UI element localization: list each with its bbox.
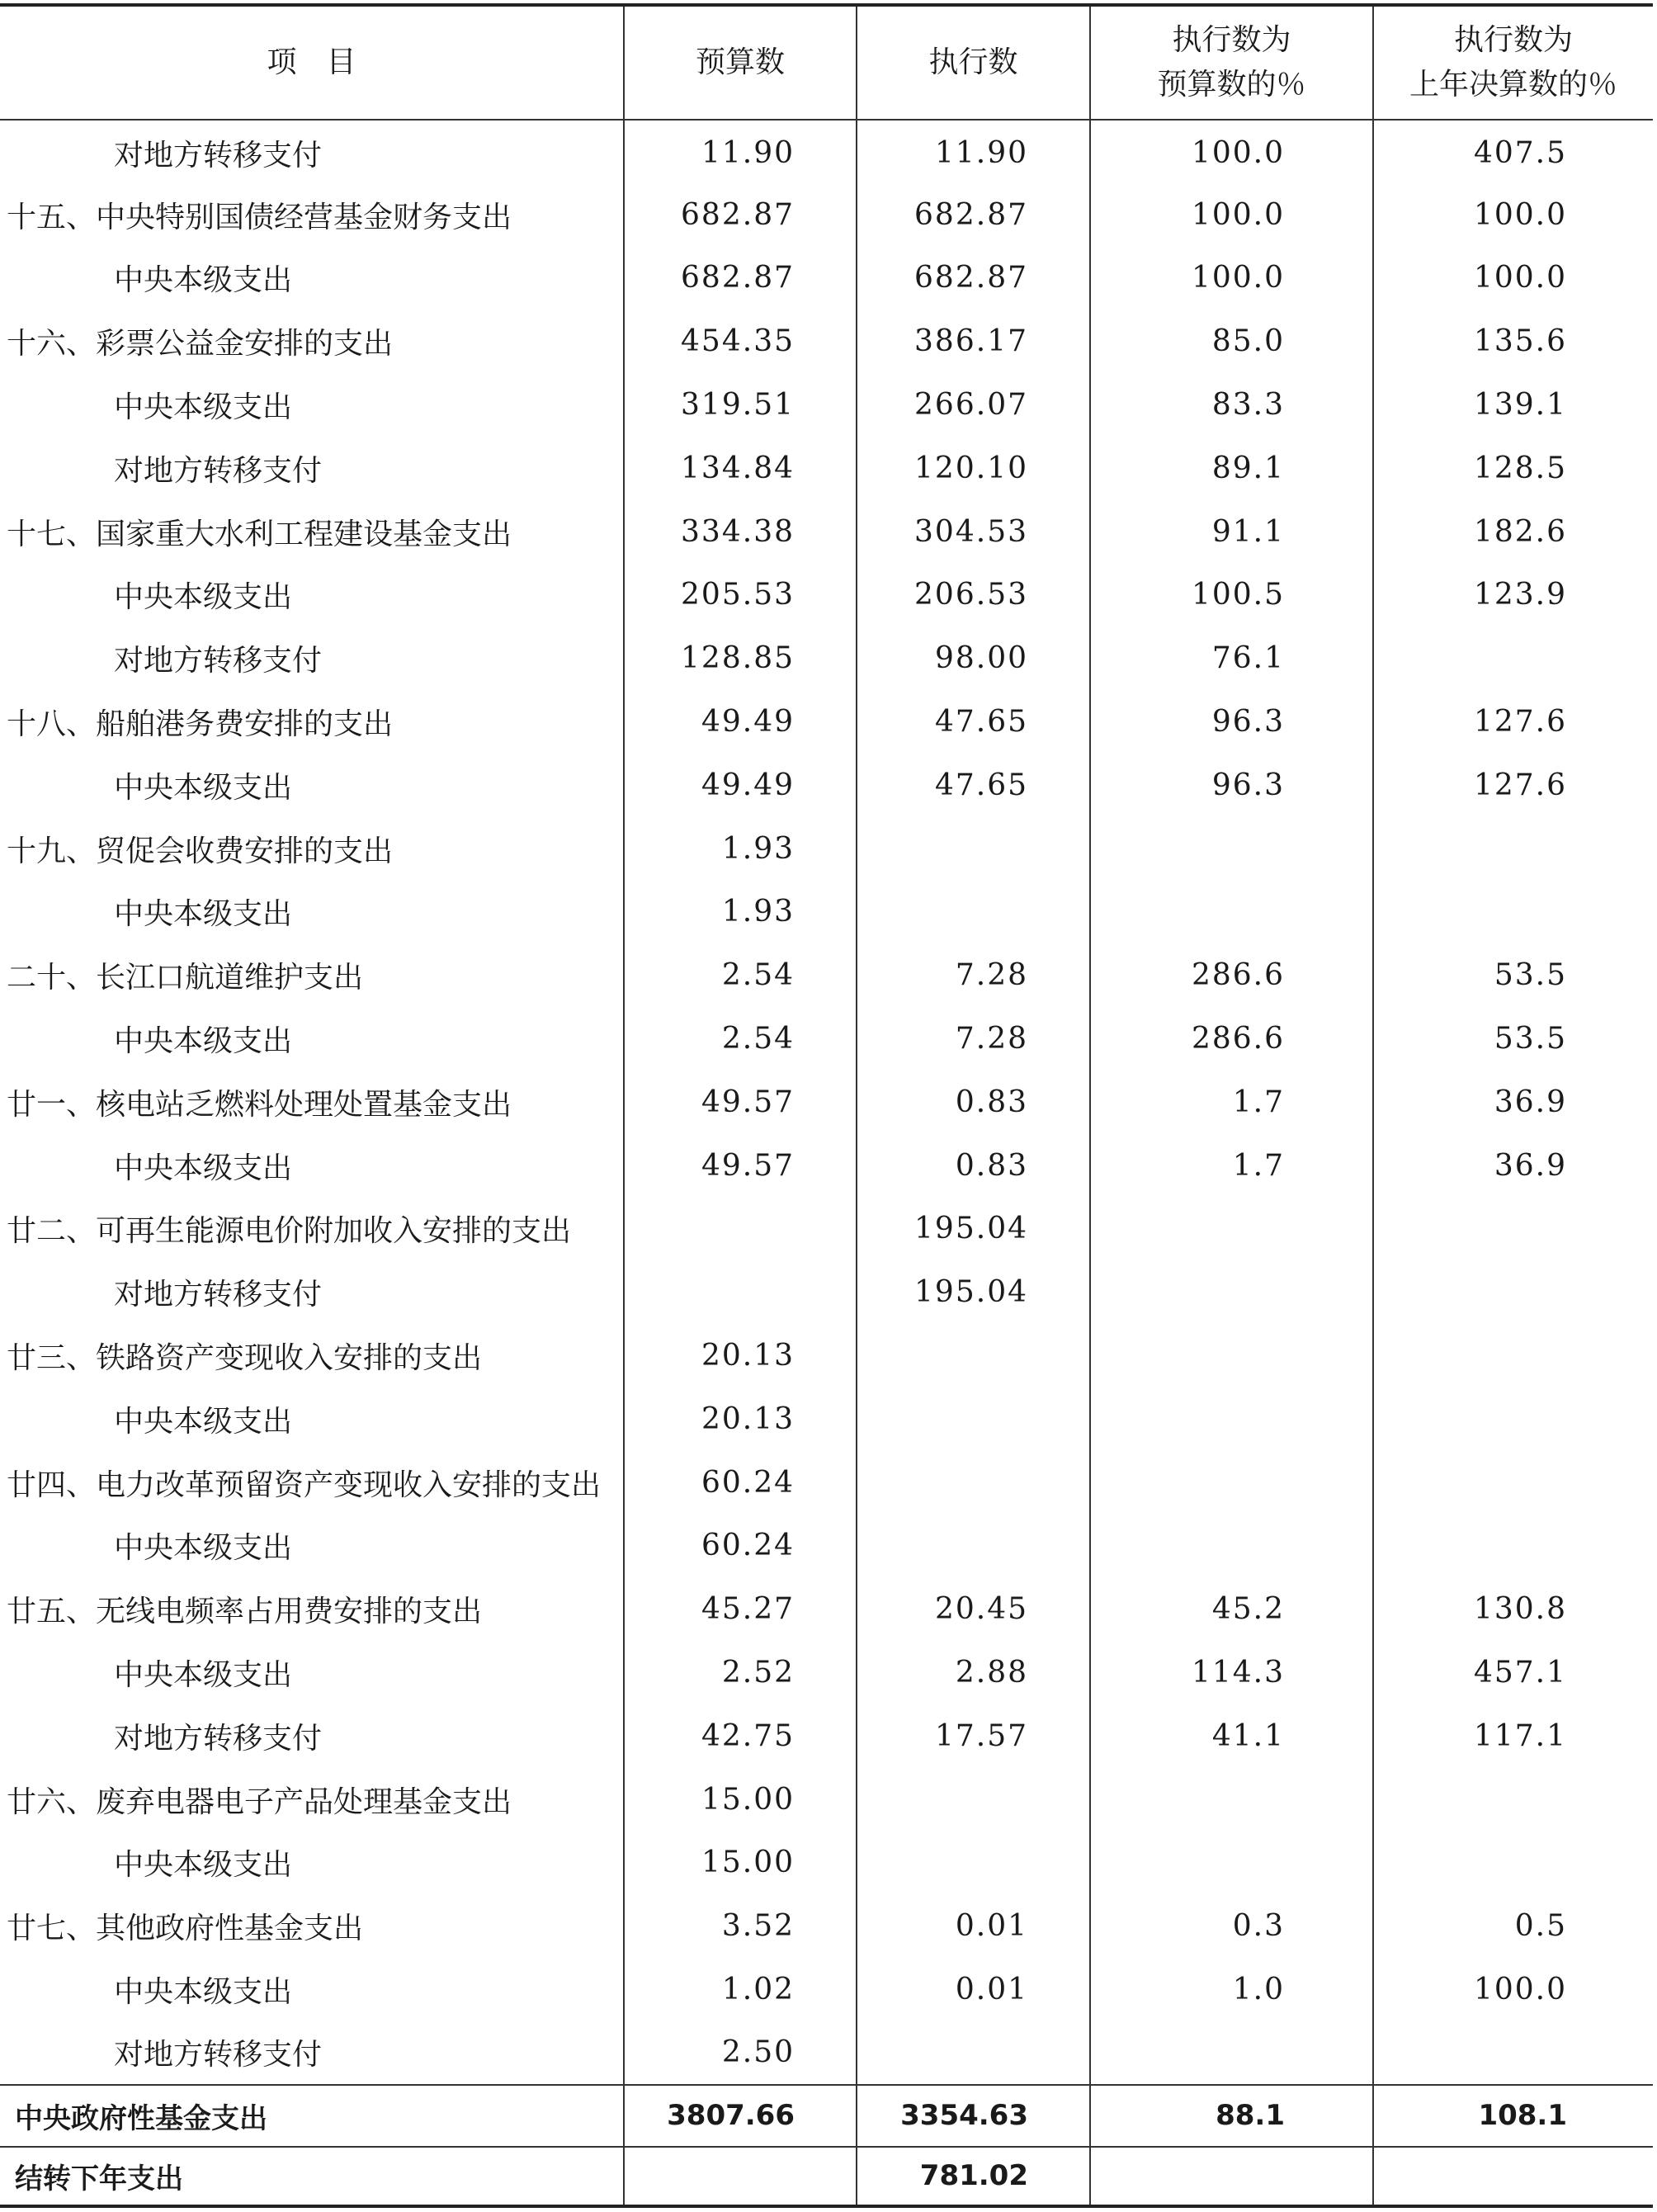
row-sublabel: 对地方转移支付	[114, 453, 323, 488]
table-row	[0, 626, 1653, 690]
row-label: 廿六、废弃电器电子产品处理基金支出	[7, 1784, 512, 1819]
table-header	[0, 5, 1653, 120]
carry-pct-budget	[1090, 2147, 1373, 2206]
row-sublabel: 中央本级支出	[114, 770, 293, 805]
cell-actual	[857, 1387, 1090, 1451]
row-label: 二十、长江口航道维护支出	[7, 961, 364, 995]
table-row	[0, 1704, 1653, 1768]
cell-budget	[624, 1260, 857, 1324]
cell-budget: 3.52	[624, 1894, 857, 1958]
cell-pct-prev: 36.9	[1373, 1071, 1653, 1134]
table-row	[0, 1832, 1653, 1895]
cell-pct-prev: 457.1	[1373, 1641, 1653, 1704]
cell-actual: 195.04	[857, 1198, 1090, 1261]
cell-actual	[857, 1515, 1090, 1578]
table-row	[0, 120, 1653, 183]
cell-pct-budget: 83.3	[1090, 373, 1373, 437]
cell-pct-prev: 135.6	[1373, 310, 1653, 373]
cell-budget: 2.54	[624, 943, 857, 1007]
cell-pct-prev: 117.1	[1373, 1704, 1653, 1768]
row-label: 廿五、无线电频率占用费安排的支出	[7, 1595, 483, 1629]
cell-pct-budget: 91.1	[1090, 500, 1373, 564]
header-budget: 预算数	[624, 5, 857, 120]
cell-actual	[857, 2021, 1090, 2085]
table-row	[0, 1958, 1653, 2021]
table-row	[0, 2021, 1653, 2085]
cell-budget: 60.24	[624, 1451, 857, 1515]
cell-actual: 98.00	[857, 626, 1090, 690]
cell-pct-prev	[1373, 881, 1653, 944]
cell-actual: 206.53	[857, 564, 1090, 627]
cell-pct-prev: 407.5	[1373, 120, 1653, 183]
cell-budget: 682.87	[624, 183, 857, 247]
row-label: 廿七、其他政府性基金支出	[7, 1912, 364, 1946]
cell-pct-budget	[1090, 1260, 1373, 1324]
cell-pct-budget	[1090, 2021, 1373, 2085]
cell-actual: 195.04	[857, 1260, 1090, 1324]
cell-budget: 2.50	[624, 2021, 857, 2085]
table-row	[0, 1577, 1653, 1641]
cell-actual: 0.83	[857, 1134, 1090, 1198]
cell-budget: 60.24	[624, 1515, 857, 1578]
row-sublabel: 中央本级支出	[114, 580, 293, 615]
table-row	[0, 1324, 1653, 1387]
cell-pct-prev: 53.5	[1373, 943, 1653, 1007]
cell-budget: 2.52	[624, 1641, 857, 1704]
cell-pct-budget: 286.6	[1090, 1007, 1373, 1071]
cell-actual	[857, 817, 1090, 881]
carry-pct-prev	[1373, 2147, 1653, 2206]
header-item: 项 目	[0, 5, 624, 120]
cell-budget: 319.51	[624, 373, 857, 437]
total-label: 中央政府性基金支出	[0, 2085, 624, 2147]
row-sublabel: 中央本级支出	[114, 263, 293, 298]
cell-budget: 1.93	[624, 881, 857, 944]
table-row	[0, 183, 1653, 247]
table-row	[0, 500, 1653, 564]
cell-budget: 49.57	[624, 1134, 857, 1198]
cell-actual: 0.83	[857, 1071, 1090, 1134]
cell-budget: 49.49	[624, 690, 857, 754]
table-row	[0, 1768, 1653, 1832]
table-row	[0, 690, 1653, 754]
cell-budget	[624, 1198, 857, 1261]
table-row	[0, 1387, 1653, 1451]
cell-pct-budget: 96.3	[1090, 690, 1373, 754]
cell-budget: 11.90	[624, 120, 857, 183]
row-sublabel: 对地方转移支付	[114, 644, 323, 678]
cell-actual: 304.53	[857, 500, 1090, 564]
row-label: 廿一、核电站乏燃料处理处置基金支出	[7, 1087, 512, 1122]
cell-budget: 1.02	[624, 1958, 857, 2021]
header-pct-prev-line2: 上年决算数的％	[1409, 68, 1617, 102]
cell-actual: 47.65	[857, 690, 1090, 754]
cell-budget: 49.57	[624, 1071, 857, 1134]
cell-pct-prev: 139.1	[1373, 373, 1653, 437]
cell-pct-budget	[1090, 1768, 1373, 1832]
cell-pct-budget	[1090, 817, 1373, 881]
cell-pct-prev: 0.5	[1373, 1894, 1653, 1958]
cell-budget: 134.84	[624, 437, 857, 500]
cell-actual: 386.17	[857, 310, 1090, 373]
row-sublabel: 中央本级支出	[114, 1975, 293, 2009]
table-row	[0, 373, 1653, 437]
cell-pct-prev	[1373, 626, 1653, 690]
row-label: 廿二、可再生能源电价附加收入安排的支出	[7, 1214, 572, 1249]
table-body	[0, 120, 1653, 2206]
row-sublabel: 对地方转移支付	[114, 2038, 323, 2073]
cell-pct-budget: 0.3	[1090, 1894, 1373, 1958]
cell-pct-prev	[1373, 1260, 1653, 1324]
row-label: 十六、彩票公益金安排的支出	[7, 327, 394, 362]
row-sublabel: 对地方转移支付	[114, 139, 323, 173]
row-sublabel: 中央本级支出	[114, 897, 293, 932]
cell-pct-prev	[1373, 1324, 1653, 1387]
cell-budget: 334.38	[624, 500, 857, 564]
cell-actual	[857, 1324, 1090, 1387]
total-pct-prev: 108.1	[1373, 2085, 1653, 2147]
row-sublabel: 对地方转移支付	[114, 1721, 323, 1756]
table-row	[0, 1451, 1653, 1515]
cell-pct-prev	[1373, 2021, 1653, 2085]
table-row	[0, 754, 1653, 817]
total-actual: 3354.63	[857, 2085, 1090, 2147]
table-row	[0, 1198, 1653, 1261]
cell-actual: 266.07	[857, 373, 1090, 437]
cell-budget: 20.13	[624, 1324, 857, 1387]
row-sublabel: 中央本级支出	[114, 390, 293, 425]
cell-pct-prev	[1373, 1198, 1653, 1261]
table-row	[0, 247, 1653, 310]
table-row	[0, 817, 1653, 881]
row-sublabel: 对地方转移支付	[114, 1278, 323, 1312]
table-row	[0, 564, 1653, 627]
cell-budget: 45.27	[624, 1577, 857, 1641]
cell-pct-prev: 100.0	[1373, 183, 1653, 247]
cell-pct-budget	[1090, 1451, 1373, 1515]
cell-actual: 47.65	[857, 754, 1090, 817]
cell-pct-budget: 45.2	[1090, 1577, 1373, 1641]
cell-pct-budget: 41.1	[1090, 1704, 1373, 1768]
cell-actual: 7.28	[857, 943, 1090, 1007]
table-row	[0, 943, 1653, 1007]
cell-pct-budget: 76.1	[1090, 626, 1373, 690]
row-label: 十九、贸促会收费安排的支出	[7, 834, 394, 868]
cell-actual	[857, 1768, 1090, 1832]
cell-pct-prev: 127.6	[1373, 754, 1653, 817]
cell-pct-prev	[1373, 1832, 1653, 1895]
header-actual: 执行数	[857, 5, 1090, 120]
cell-pct-budget: 100.0	[1090, 120, 1373, 183]
cell-pct-budget: 89.1	[1090, 437, 1373, 500]
cell-budget: 42.75	[624, 1704, 857, 1768]
cell-budget: 1.93	[624, 817, 857, 881]
cell-pct-budget	[1090, 1515, 1373, 1578]
cell-pct-prev: 128.5	[1373, 437, 1653, 500]
row-label: 廿三、铁路资产变现收入安排的支出	[7, 1341, 483, 1376]
cell-budget: 682.87	[624, 247, 857, 310]
table-row	[0, 1894, 1653, 1958]
cell-actual: 2.88	[857, 1641, 1090, 1704]
cell-budget: 454.35	[624, 310, 857, 373]
cell-pct-budget: 1.0	[1090, 1958, 1373, 2021]
cell-budget: 128.85	[624, 626, 857, 690]
cell-actual: 120.10	[857, 437, 1090, 500]
cell-actual	[857, 881, 1090, 944]
total-pct-budget: 88.1	[1090, 2085, 1373, 2147]
header-pct-budget-line1: 执行数为	[1172, 23, 1291, 57]
total-row	[0, 2085, 1653, 2147]
row-sublabel: 中央本级支出	[114, 1404, 293, 1439]
cell-pct-prev	[1373, 817, 1653, 881]
row-label: 十五、中央特别国债经营基金财务支出	[7, 200, 512, 234]
table-row	[0, 310, 1653, 373]
cell-pct-budget	[1090, 1387, 1373, 1451]
cell-budget: 49.49	[624, 754, 857, 817]
cell-pct-budget	[1090, 881, 1373, 944]
row-label: 十七、国家重大水利工程建设基金支出	[7, 517, 512, 551]
cell-budget: 205.53	[624, 564, 857, 627]
cell-pct-prev: 123.9	[1373, 564, 1653, 627]
table-row	[0, 1260, 1653, 1324]
cell-pct-budget: 85.0	[1090, 310, 1373, 373]
row-label: 十八、船舶港务费安排的支出	[7, 707, 394, 742]
cell-pct-prev: 100.0	[1373, 247, 1653, 310]
cell-pct-prev: 182.6	[1373, 500, 1653, 564]
cell-actual: 0.01	[857, 1958, 1090, 2021]
cell-actual: 682.87	[857, 183, 1090, 247]
table-row	[0, 1134, 1653, 1198]
cell-pct-prev: 53.5	[1373, 1007, 1653, 1071]
header-pct-budget	[1090, 5, 1373, 120]
row-sublabel: 中央本级支出	[114, 1848, 293, 1883]
cell-pct-budget: 286.6	[1090, 943, 1373, 1007]
cell-actual: 20.45	[857, 1577, 1090, 1641]
cell-pct-prev: 100.0	[1373, 1958, 1653, 2021]
cell-pct-prev	[1373, 1451, 1653, 1515]
row-sublabel: 中央本级支出	[114, 1658, 293, 1693]
cell-pct-prev: 36.9	[1373, 1134, 1653, 1198]
cell-budget: 2.54	[624, 1007, 857, 1071]
row-sublabel: 中央本级支出	[114, 1531, 293, 1566]
cell-budget: 15.00	[624, 1768, 857, 1832]
table-row	[0, 1007, 1653, 1071]
cell-pct-prev	[1373, 1768, 1653, 1832]
header-pct-prev	[1373, 5, 1653, 120]
cell-actual: 17.57	[857, 1704, 1090, 1768]
carry-row	[0, 2147, 1653, 2206]
row-sublabel: 中央本级支出	[114, 1151, 293, 1185]
header-pct-prev-line1: 执行数为	[1453, 23, 1573, 57]
cell-pct-prev	[1373, 1515, 1653, 1578]
cell-pct-budget	[1090, 1832, 1373, 1895]
fund-expenditure-table	[0, 3, 1653, 2208]
cell-pct-budget	[1090, 1198, 1373, 1261]
cell-budget: 20.13	[624, 1387, 857, 1451]
cell-pct-prev	[1373, 1387, 1653, 1451]
cell-pct-budget: 100.0	[1090, 247, 1373, 310]
cell-pct-budget: 96.3	[1090, 754, 1373, 817]
cell-budget: 15.00	[624, 1832, 857, 1895]
cell-pct-budget: 1.7	[1090, 1134, 1373, 1198]
cell-actual: 7.28	[857, 1007, 1090, 1071]
table-row	[0, 1071, 1653, 1134]
cell-pct-budget	[1090, 1324, 1373, 1387]
cell-actual: 11.90	[857, 120, 1090, 183]
total-budget: 3807.66	[624, 2085, 857, 2147]
table-row	[0, 881, 1653, 944]
carry-budget	[624, 2147, 857, 2206]
cell-pct-budget: 1.7	[1090, 1071, 1373, 1134]
table-row	[0, 1515, 1653, 1578]
carry-actual: 781.02	[857, 2147, 1090, 2206]
header-pct-budget-line2: 预算数的％	[1157, 68, 1306, 102]
row-label: 廿四、电力改革预留资产变现收入安排的支出	[7, 1468, 602, 1502]
cell-actual	[857, 1832, 1090, 1895]
row-sublabel: 中央本级支出	[114, 1024, 293, 1059]
cell-pct-prev: 130.8	[1373, 1577, 1653, 1641]
cell-pct-budget: 114.3	[1090, 1641, 1373, 1704]
table-row	[0, 437, 1653, 500]
cell-actual: 0.01	[857, 1894, 1090, 1958]
cell-pct-budget: 100.5	[1090, 564, 1373, 627]
cell-pct-prev: 127.6	[1373, 690, 1653, 754]
table-row	[0, 1641, 1653, 1704]
cell-actual: 682.87	[857, 247, 1090, 310]
cell-pct-budget: 100.0	[1090, 183, 1373, 247]
cell-actual	[857, 1451, 1090, 1515]
carry-label: 结转下年支出	[0, 2147, 624, 2206]
